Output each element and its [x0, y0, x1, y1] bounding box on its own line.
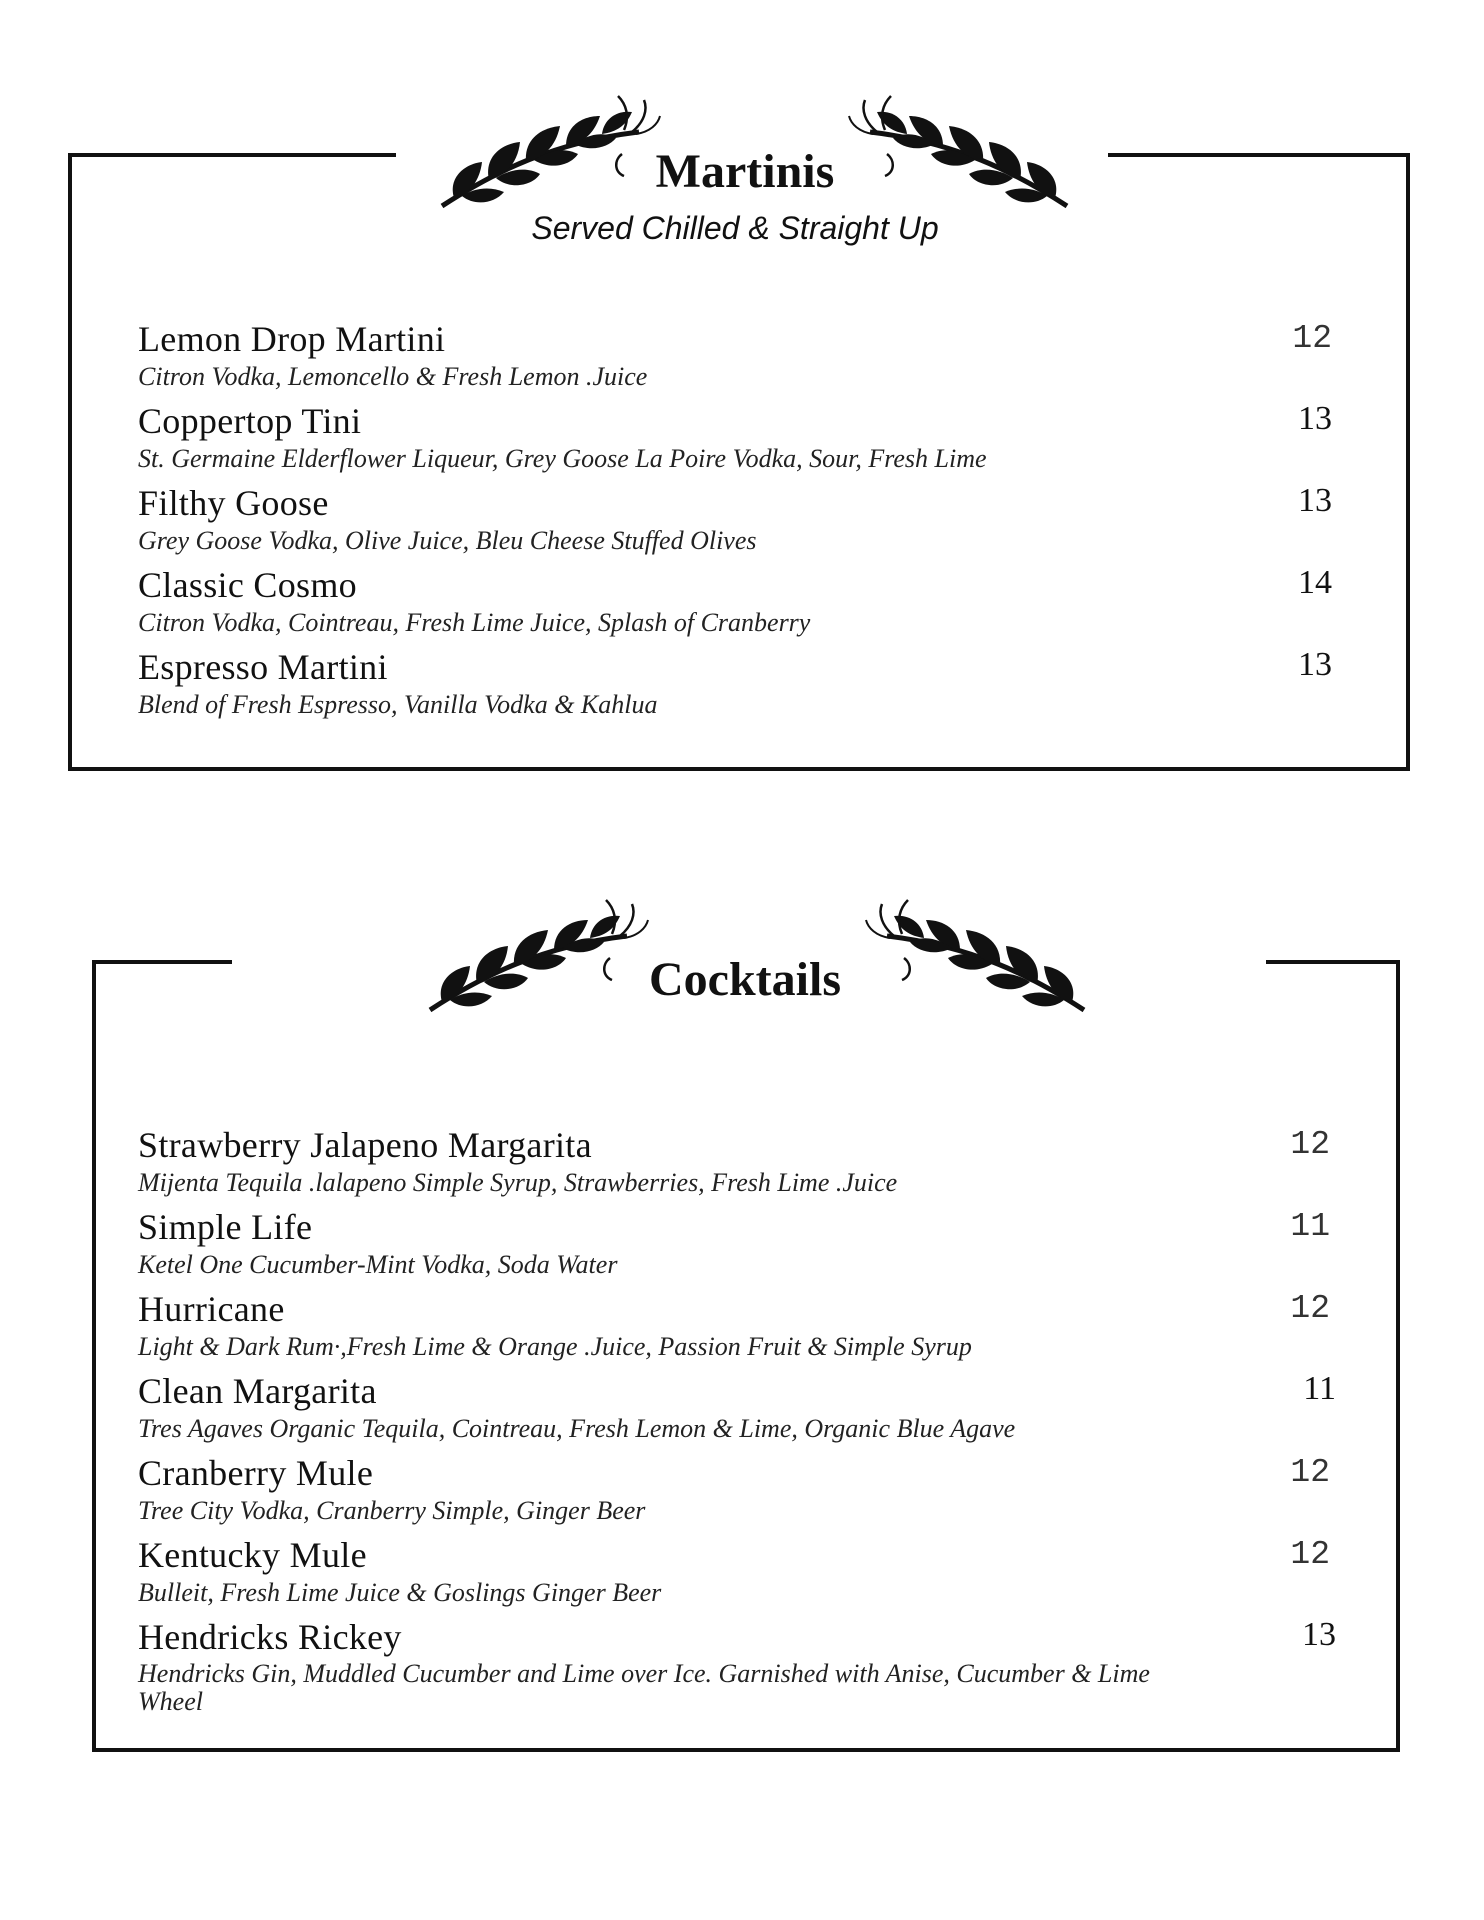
cocktail-desc: Mijenta Tequila .lalapeno Simple Syrup, Strawberries, Fresh Lime .Juice [138, 1168, 898, 1197]
frame-bottom [68, 767, 1410, 771]
cocktail-price: 12 [1290, 1126, 1330, 1163]
martini-price: 13 [1298, 482, 1332, 519]
leaf-right-icon [862, 888, 1092, 1028]
cocktail-name: Kentucky Mule [138, 1535, 367, 1575]
martinis-subtitle: Served Chilled & Straight Up [531, 210, 939, 246]
cocktail-desc: Light & Dark Rum·,Fresh Lime & Orange .Juice, Passion Fruit & Simple Syrup [138, 1332, 972, 1361]
cocktail-desc: Tres Agaves Organic Tequila, Cointreau, Fresh Lemon & Lime, Organic Blue Agave [138, 1414, 1016, 1443]
cocktail-desc: Bulleit, Fresh Lime Juice & Goslings Ginger Beer [138, 1578, 662, 1607]
frame-top-left [68, 153, 396, 157]
martini-price: 12 [1292, 320, 1332, 357]
cocktail-name: Strawberry Jalapeno Margarita [138, 1125, 592, 1165]
martini-name: Filthy Goose [138, 483, 329, 523]
martini-price: 13 [1298, 400, 1332, 437]
frame-top-right [1266, 960, 1400, 964]
frame-right [1406, 153, 1410, 771]
cocktail-desc: Hendricks Gin, Muddled Cucumber and Lime over Ice. Garnished with Anise, Cucumber & Lime Wheel [138, 1659, 1150, 1716]
martini-desc: Grey Goose Vodka, Olive Juice, Bleu Cheese Stuffed Olives [138, 526, 757, 555]
martini-name: Lemon Drop Martini [138, 319, 446, 359]
frame-top-left [92, 960, 232, 964]
frame-bottom [92, 1748, 1400, 1752]
martini-desc: Citron Vodka, Lemoncello & Fresh Lemon .Juice [138, 362, 648, 391]
martini-price: 13 [1298, 646, 1332, 683]
cocktails-title: Cocktails [649, 953, 841, 1006]
martini-price: 14 [1298, 564, 1332, 601]
cocktail-price: 12 [1290, 1290, 1330, 1327]
cocktail-name: Simple Life [138, 1207, 313, 1247]
cocktail-name: Hendricks Rickey [138, 1617, 402, 1657]
frame-right [1396, 960, 1400, 1752]
martini-name: Classic Cosmo [138, 565, 357, 605]
cocktail-name: Hurricane [138, 1289, 285, 1329]
cocktail-name: Clean Margarita [138, 1371, 377, 1411]
cocktail-name: Cranberry Mule [138, 1453, 374, 1493]
frame-left [68, 153, 72, 771]
martini-name: Espresso Martini [138, 647, 388, 687]
martini-name: Coppertop Tini [138, 401, 362, 441]
frame-left [92, 960, 96, 1752]
martinis-title: Martinis [655, 145, 835, 198]
cocktail-desc: Tree City Vodka, Cranberry Simple, Ginger Beer [138, 1496, 646, 1525]
cocktail-price: 12 [1290, 1454, 1330, 1491]
cocktail-price: 13 [1302, 1616, 1336, 1653]
cocktail-price: 11 [1290, 1208, 1330, 1245]
martini-desc: St. Germaine Elderflower Liqueur, Grey Goose La Poire Vodka, Sour, Fresh Lime [138, 444, 987, 473]
cocktail-desc: Ketel One Cucumber-Mint Vodka, Soda Water [138, 1250, 618, 1279]
frame-top-right [1108, 153, 1410, 157]
cocktail-price: 12 [1290, 1536, 1330, 1573]
cocktail-price: 11 [1303, 1370, 1336, 1407]
martini-desc: Blend of Fresh Espresso, Vanilla Vodka & Kahlua [138, 690, 658, 719]
martini-desc: Citron Vodka, Cointreau, Fresh Lime Juice, Splash of Cranberry [138, 608, 811, 637]
